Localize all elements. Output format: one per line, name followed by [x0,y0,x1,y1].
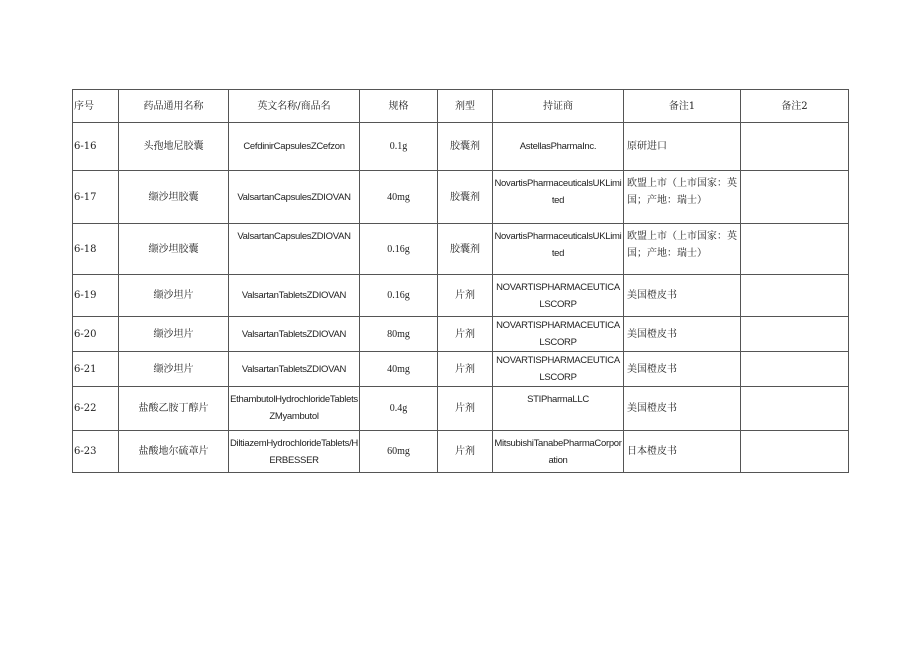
table-row [73,352,849,387]
cell-spec: 40mg [360,171,438,224]
cell-note2 [741,275,849,317]
cell-cn-name: 缬沙坦片 [119,317,229,352]
cell-cn-name: 缬沙坦胶囊 [119,224,229,275]
header-spec: 规格 [360,90,438,123]
cell-note2 [741,352,849,387]
cell-no: 6-21 [73,352,119,387]
cell-note1: 美国橙皮书 [624,275,741,317]
table-row [73,224,849,275]
cell-en-name: ValsartanTabletsZDIOVAN [229,317,360,352]
cell-form: 胶囊剂 [438,171,493,224]
cell-cn-name: 缬沙坦片 [119,352,229,387]
cell-en-name: ValsartanCapsulesZDIOVAN [229,224,360,275]
table-row [73,275,849,317]
cell-note1: 欧盟上市（上市国家：英国；产地：瑞士） [624,171,741,224]
cell-en-name: EthambutolHydrochlorideTabletsZMyambutol [229,387,360,431]
cell-note1: 欧盟上市（上市国家：英国；产地：瑞士） [624,224,741,275]
cell-spec: 0.16g [360,275,438,317]
cell-form: 胶囊剂 [438,224,493,275]
header-form: 剂型 [438,90,493,123]
cell-holder: AstellasPharmaInc. [493,123,624,171]
header-no: 序号 [73,90,119,123]
header-row [73,90,849,123]
cell-note2 [741,431,849,473]
cell-form: 片剂 [438,317,493,352]
cell-no: 6-17 [73,171,119,224]
cell-note2 [741,317,849,352]
cell-en-name: CefdinirCapsulesZCefzon [229,123,360,171]
header-holder: 持证商 [493,90,624,123]
table-row [73,317,849,352]
cell-spec: 0.4g [360,387,438,431]
cell-note2 [741,387,849,431]
header-en-name: 英文名称/商品名 [229,90,360,123]
cell-holder: MitsubishiTanabePharmaCorporation [493,431,624,473]
cell-note1: 美国橙皮书 [624,317,741,352]
cell-holder: NovartisPharmaceuticalsUKLimited [493,171,624,224]
cell-cn-name: 头孢地尼胶囊 [119,123,229,171]
cell-cn-name: 盐酸地尔硫䓬片 [119,431,229,473]
cell-no: 6-18 [73,224,119,275]
cell-note2 [741,171,849,224]
cell-no: 6-16 [73,123,119,171]
cell-note2 [741,123,849,171]
cell-en-name: ValsartanCapsulesZDIOVAN [229,171,360,224]
table-row [73,123,849,171]
cell-no: 6-19 [73,275,119,317]
cell-no: 6-22 [73,387,119,431]
cell-form: 胶囊剂 [438,123,493,171]
cell-spec: 60mg [360,431,438,473]
cell-note2 [741,224,849,275]
header-note1: 备注1 [624,90,741,123]
cell-note1: 原研进口 [624,123,741,171]
cell-no: 6-23 [73,431,119,473]
drug-table [72,89,849,473]
cell-holder: NOVARTISPHARMACEUTICALSCORP [493,275,624,317]
cell-spec: 40mg [360,352,438,387]
cell-holder: NOVARTISPHARMACEUTICALSCORP [493,352,624,387]
cell-spec: 0.1g [360,123,438,171]
table-row [73,431,849,473]
cell-form: 片剂 [438,431,493,473]
cell-cn-name: 缬沙坦胶囊 [119,171,229,224]
cell-holder: NOVARTISPHARMACEUTICALSCORP [493,317,624,352]
cell-note1: 日本橙皮书 [624,431,741,473]
cell-holder: STIPharmaLLC [493,387,624,431]
cell-en-name: ValsartanTabletsZDIOVAN [229,352,360,387]
cell-en-name: ValsartanTabletsZDIOVAN [229,275,360,317]
header-cn-name: 药品通用名称 [119,90,229,123]
table-row [73,387,849,431]
cell-form: 片剂 [438,352,493,387]
cell-cn-name: 缬沙坦片 [119,275,229,317]
cell-no: 6-20 [73,317,119,352]
cell-form: 片剂 [438,275,493,317]
cell-holder: NovartisPharmaceuticalsUKLimited [493,224,624,275]
cell-spec: 80mg [360,317,438,352]
cell-form: 片剂 [438,387,493,431]
cell-note1: 美国橙皮书 [624,352,741,387]
table-row [73,171,849,224]
cell-note1: 美国橙皮书 [624,387,741,431]
cell-cn-name: 盐酸乙胺丁醇片 [119,387,229,431]
cell-spec: 0.16g [360,224,438,275]
cell-en-name: DiltiazemHydrochlorideTablets/HERBESSER [229,431,360,473]
header-note2: 备注2 [741,90,849,123]
